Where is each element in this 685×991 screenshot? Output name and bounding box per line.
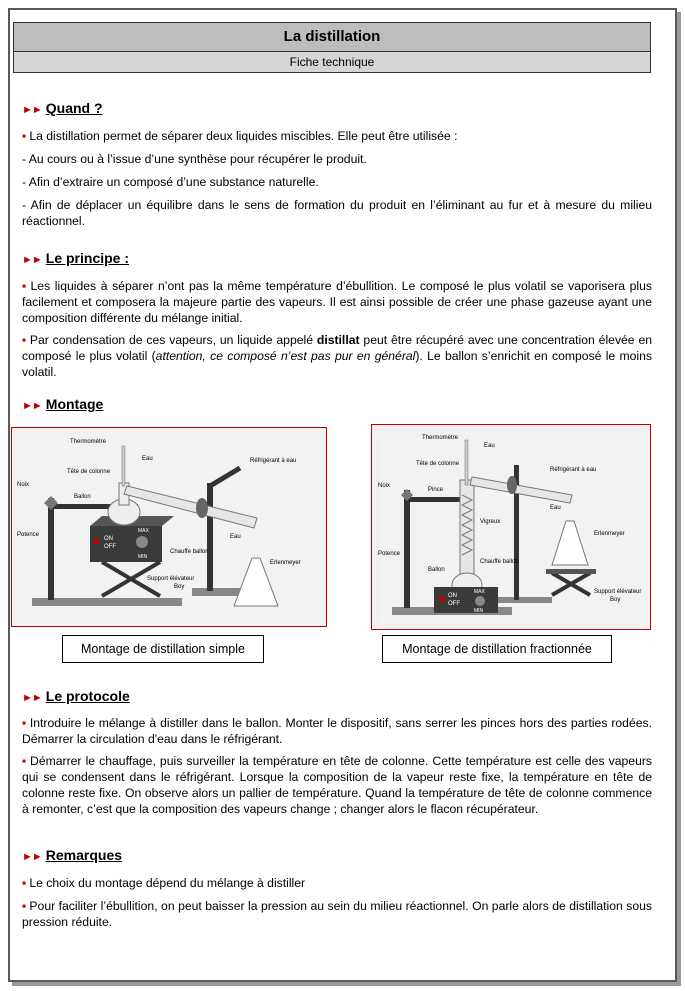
off-label: OFF [448, 601, 460, 607]
double-arrow-icon: ►► [22, 851, 42, 863]
protocole-p1: ▪ Introduire le mélange à distiller dans le ballon. Monter le dispositif, sans serrer les pinces hors des parties rodées. Démarrer la circulation d'eau dans le réfrigérant. [22, 716, 652, 746]
label-ballon: Ballon [74, 494, 91, 500]
label-ballon: Ballon [428, 567, 445, 573]
label-noix: Noix [378, 483, 391, 489]
label-erlenmeyer: Erlenmeyer [594, 531, 625, 537]
principe-p1: ▪ Les liquides à séparer n’ont pas la même température d’ébullition. Le composé le plus volatil se vaporisera plus facilement et composera la majeure partie des vapeurs. Il est ainsi possible de créer une phase gazeuse ayant une composition différente du mélange initial. [22, 279, 652, 325]
quand-p1: ▪ La distillation permet de séparer deux liquides miscibles. Elle peut être utilisée : [22, 129, 458, 143]
bullet-icon: ▪ [22, 333, 27, 347]
remarques-p2: ▪ Pour faciliter l’ébullition, on peut baisser la pression au sein du milieu réactionnel. On parle alors de distillation sous pression réduite. [22, 899, 652, 929]
caption-fractionnee: Montage de distillation fractionnée [382, 635, 612, 663]
protocole-p2: ▪ Démarrer le chauffage, puis surveiller la température en tête de colonne. Cette température est celle des vapeurs qui se condensent dans le réfrigérant. Lorsque la composition de la vapeur reste fixe, la température en tête de colonne reste fixe. On observe alors un pallier de température. Quand la température de tête de colonne commence à remonter, c’est que la composition des vapeurs change ; changer alors le flacon récupérateur. [22, 754, 652, 816]
section-remarques-title: Remarques [45, 847, 123, 863]
remarques-p1: ▪ Le choix du montage dépend du mélange à distiller [22, 876, 306, 890]
label-pince: Pince [428, 487, 444, 493]
double-arrow-icon: ►► [22, 692, 42, 704]
section-quand-heading [22, 100, 103, 116]
label-support: Support élévateur [594, 589, 642, 595]
label-eau-2: Eau [230, 534, 241, 540]
quand-p4: - Afin de déplacer un équilibre dans le sens de formation du produit en l’éliminant au fur et à mesure du milieu réactionnel. [22, 198, 652, 228]
simple-distillation-diagram [12, 428, 326, 626]
section-montage-title: Montage [45, 396, 104, 412]
label-eau-2: Eau [550, 505, 561, 511]
min-label: MIN [474, 608, 484, 614]
label-boy: Boy [610, 597, 621, 603]
max-label: MAX [138, 528, 149, 534]
page-title: La distillation [14, 23, 650, 52]
title-box [13, 22, 651, 73]
off-label: OFF [104, 544, 116, 550]
label-tete-colonne: Tête de colonne [416, 461, 460, 467]
bullet-icon: ▪ [22, 279, 28, 293]
label-potence: Potence [17, 532, 40, 538]
bullet-icon: ▪ [22, 716, 27, 730]
label-eau-1: Eau [484, 443, 495, 449]
bullet-icon: ▪ [22, 899, 27, 913]
section-remarques-heading [22, 847, 122, 863]
principe-p2: ▪ Par condensation de ces vapeurs, un liquide appelé distillat peut être récupéré avec une concentration élevée en composé le plus volatil (attention, ce composé n’est pas pur en général). Le ballon s’enrichit en composé le moins volatil. [22, 333, 653, 379]
label-boy: Boy [174, 584, 185, 590]
section-principe-title: Le principe : [45, 250, 130, 266]
min-label: MIN [138, 554, 148, 560]
label-erlenmeyer: Erlenmeyer [270, 560, 301, 566]
label-vigreux: Vigreux [480, 519, 501, 525]
label-thermometre: Thermomètre [422, 435, 459, 441]
double-arrow-icon: ►► [22, 400, 42, 412]
distillat-term: distillat [316, 333, 360, 347]
figure-fractional-distillation [371, 424, 651, 630]
page-subtitle: Fiche technique [14, 52, 650, 72]
figure-simple-distillation [11, 427, 327, 627]
quand-p3: - Afin d’extraire un composé d’une substance naturelle. [22, 175, 319, 189]
fractional-distillation-diagram [372, 425, 650, 629]
label-chauffe-ballon: Chauffe ballon [480, 559, 519, 565]
label-potence: Potence [378, 551, 401, 557]
label-chauffe-ballon: Chauffe ballon [170, 549, 209, 555]
on-label: ON [104, 536, 113, 542]
section-principe-heading [22, 250, 129, 266]
section-protocole-heading [22, 688, 130, 704]
quand-p2: - Au cours ou à l’issue d’une synthèse pour récupérer le produit. [22, 152, 367, 166]
label-noix: Noix [17, 482, 30, 488]
label-refrigerant: Réfrigérant à eau [250, 458, 297, 464]
max-label: MAX [474, 589, 485, 595]
double-arrow-icon: ►► [22, 104, 42, 116]
label-thermometre: Thermomètre [70, 439, 107, 445]
section-montage-heading [22, 396, 103, 412]
bullet-icon: ▪ [22, 129, 27, 143]
label-tete-colonne: Tête de colonne [67, 469, 111, 475]
bullet-icon: ▪ [22, 876, 27, 890]
caption-simple: Montage de distillation simple [62, 635, 264, 663]
label-eau-1: Eau [142, 456, 153, 462]
section-protocole-title: Le protocole [45, 688, 130, 704]
double-arrow-icon: ►► [22, 254, 42, 266]
label-refrigerant: Réfrigérant à eau [550, 467, 597, 473]
bullet-icon: ▪ [22, 754, 28, 768]
on-label: ON [448, 593, 457, 599]
section-quand-title: Quand ? [45, 100, 103, 116]
label-support: Support élévateur [147, 576, 195, 582]
